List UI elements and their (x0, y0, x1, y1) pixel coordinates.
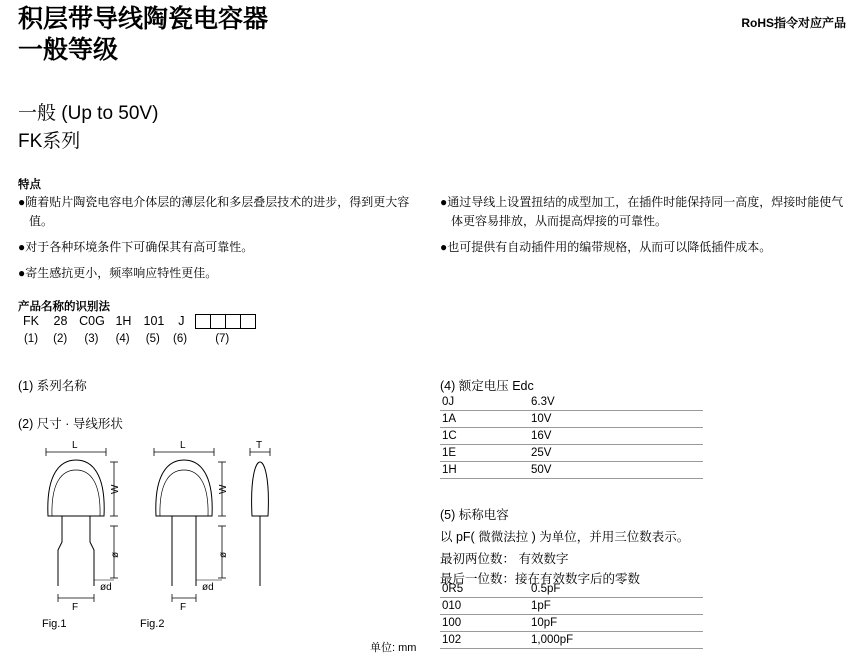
capacitance-table (440, 581, 703, 649)
feature-item: ●对于各种环境条件下可确保其有高可靠性。 (18, 240, 254, 254)
pn-code-2: 28 (53, 314, 68, 328)
section-5-line-1: 以 pF( 微微法拉 ) 为单位，并用三位数表示。 (440, 530, 690, 544)
features-right-column (440, 193, 846, 264)
voltage-code: 1E (440, 445, 529, 462)
feature-item: ●通过导线上设置扭结的成型加工，在插件时能保持同一高度，焊接时能使气体更容易排放，从而提高焊接的可靠性。 (440, 195, 844, 228)
pn-code-4: 1H (115, 314, 132, 328)
features-left-column (18, 193, 428, 290)
table-row (440, 411, 703, 428)
table-row (440, 428, 703, 445)
voltage-table (440, 394, 703, 479)
part-number-heading: 产品名称的识别法 (18, 301, 110, 313)
svg-text:ød: ød (202, 582, 214, 593)
unit-note: 单位: mm (370, 642, 417, 654)
pn-code-7-boxes (195, 314, 255, 329)
svg-text:W: W (218, 484, 229, 494)
svg-text:ø: ø (218, 551, 229, 558)
pn-index-7: (7) (215, 333, 230, 345)
pn-index-3: (3) (84, 333, 99, 345)
section-5-line-3: 最后一位数：接在有效数字后的零数 (440, 572, 641, 586)
title-line-1: 积层带导线陶瓷电容器 (18, 5, 269, 33)
table-row (440, 632, 703, 649)
cap-code: 100 (440, 615, 529, 632)
svg-text:L: L (72, 440, 78, 451)
svg-text:L: L (180, 440, 186, 451)
section-2-title: (2) 尺寸 · 导线形状 (18, 417, 123, 431)
pn-code-3: C0G (79, 314, 105, 328)
title-line-2: 一般等级 (18, 36, 119, 64)
voltage-code: 0J (440, 394, 529, 411)
svg-text:ø: ø (110, 551, 121, 558)
pn-index-5: (5) (145, 333, 160, 345)
pn-code-5: 101 (143, 314, 165, 328)
svg-text:F: F (180, 602, 187, 613)
subtitle-voltage-range: 一般 (Up to 50V) (18, 103, 159, 124)
voltage-code: 1A (440, 411, 529, 428)
voltage-value: 50V (529, 462, 703, 479)
pn-code-6: J (178, 314, 185, 328)
pn-code-1: FK (23, 314, 39, 328)
pn-index-6: (6) (172, 333, 188, 345)
pn-index-1: (1) (23, 333, 39, 345)
voltage-value: 10V (529, 411, 703, 428)
svg-text:ød: ød (100, 582, 112, 593)
section-5-line-2: 最初两位数： 有效数字 (440, 552, 569, 566)
cap-value: 1pF (529, 598, 703, 615)
table-row (440, 581, 703, 598)
page-title (18, 4, 268, 66)
cap-value: 10pF (529, 615, 703, 632)
voltage-value: 6.3V (529, 394, 703, 411)
table-row (440, 598, 703, 615)
cap-code: 102 (440, 632, 529, 649)
part-number-code-row (18, 314, 255, 329)
section-1-title: (1) 系列名称 (18, 379, 87, 393)
svg-text:T: T (256, 440, 263, 451)
svg-text:W: W (110, 484, 121, 494)
figure-thickness-view (228, 438, 318, 613)
cap-value: 0.5pF (529, 581, 703, 598)
cap-code: 0R5 (440, 581, 529, 598)
feature-item: ●随着贴片陶瓷电容电介体层的薄层化和多层叠层技术的进步，得到更大容值。 (18, 195, 410, 228)
voltage-value: 25V (529, 445, 703, 462)
figure-1-caption: Fig.1 (42, 618, 67, 630)
pn-index-2: (2) (53, 333, 68, 345)
voltage-value: 16V (529, 428, 703, 445)
feature-item: ●也可提供有自动插件用的编带规格，从而可以降低插件成本。 (440, 240, 772, 254)
figure-2-caption: Fig.2 (140, 618, 165, 630)
part-number-index-row (18, 333, 251, 345)
table-row (440, 394, 703, 411)
section-5-title: (5) 标称电容 (440, 508, 509, 522)
section-4-title: (4) 额定电压 Edc (440, 379, 534, 393)
cap-value: 1,000pF (529, 632, 703, 649)
svg-text:F: F (72, 602, 79, 613)
feature-item: ●寄生感抗更小，频率响应特性更佳。 (18, 266, 218, 280)
rohs-note: RoHS指令对应产品 (741, 16, 846, 30)
subtitle-series: FK系列 (18, 131, 81, 152)
cap-code: 010 (440, 598, 529, 615)
voltage-code: 1H (440, 462, 529, 479)
table-row (440, 445, 703, 462)
table-row (440, 462, 703, 479)
features-heading: 特点 (18, 179, 41, 191)
voltage-code: 1C (440, 428, 529, 445)
table-row (440, 615, 703, 632)
pn-index-4: (4) (115, 333, 130, 345)
